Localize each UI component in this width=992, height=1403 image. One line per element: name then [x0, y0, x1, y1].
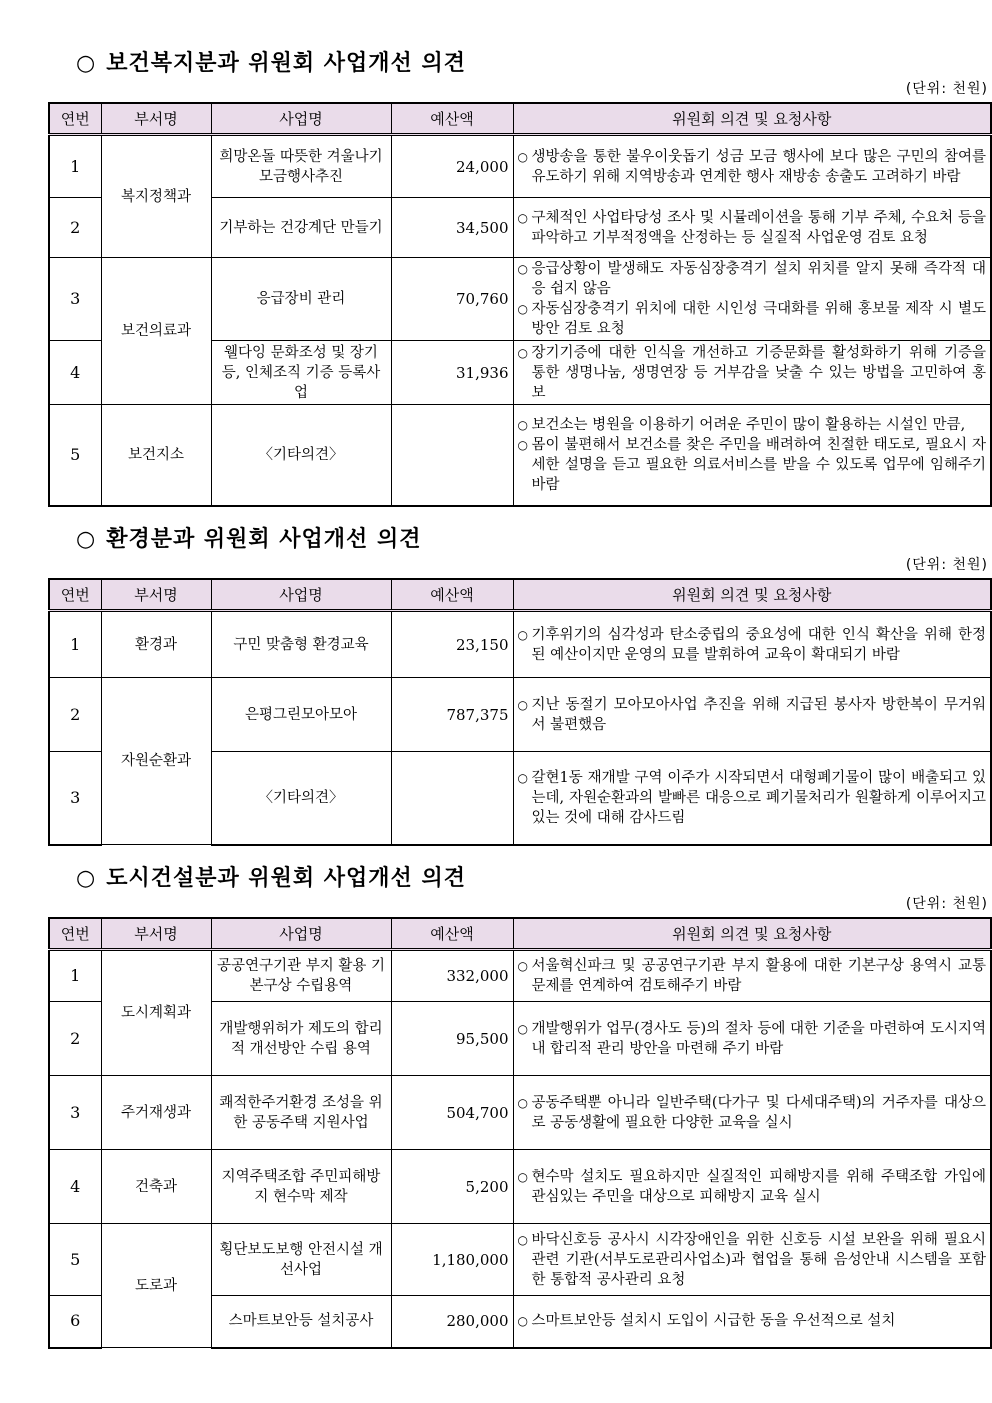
opinion-item: ○ 생방송을 통한 불우이웃돕기 성금 모금 행사에 보다 많은 구민의 참여를 유도하기 위해 지역방송과 연계한 행사 재방송 송출도 고려하기 바람: [518, 147, 987, 187]
row-project: 구민 맞춤형 환경교육: [211, 611, 391, 678]
row-budget: 787,375: [391, 678, 513, 752]
row-no: 2: [49, 678, 101, 752]
circle-bullet-icon: ○: [76, 51, 97, 76]
row-dept: 환경과: [101, 611, 211, 678]
row-dept: 도로과: [101, 1224, 211, 1348]
row-dept: 복지정책과: [101, 135, 211, 258]
opinion-item: ○ 갈현1동 재개발 구역 이주가 시작되면서 대형폐기물이 많이 배출되고 있는데, 자원순환과의 발빠른 대응으로 폐기물처리가 원활하게 이루어지고 있는 것에 대해 감사드림: [518, 768, 987, 828]
unit-label: (단위: 천원): [905, 81, 988, 97]
row-opinion: [513, 1296, 991, 1348]
header-project: 사업명: [211, 918, 391, 950]
opinion-item: ○ 구체적인 사업타당성 조사 및 시뮬레이션을 통해 기부 주체, 수요처 등을 파악하고 기부적정액을 산정하는 등 실질적 사업운영 검토 요청: [518, 208, 987, 248]
row-project: 횡단보도보행 안전시설 개선사업: [211, 1224, 391, 1296]
row-opinion: [513, 1224, 991, 1296]
row-opinion: [513, 341, 991, 405]
row-no: 3: [49, 752, 101, 845]
row-project: 웰다잉 문화조성 및 장기등, 인체조직 기증 등록사업: [211, 341, 391, 405]
row-opinion: [513, 258, 991, 341]
row-project: 기부하는 건강계단 만들기: [211, 198, 391, 258]
header-dept: 부서명: [101, 918, 211, 950]
table-header-row: [49, 579, 991, 611]
row-no: 3: [49, 258, 101, 341]
row-budget: [391, 405, 513, 506]
header-dept: 부서명: [101, 103, 211, 135]
row-no: 1: [49, 950, 101, 1002]
row-no: 3: [49, 1076, 101, 1150]
header-opinion: 위원회 의견 및 요청사항: [513, 103, 991, 135]
row-no: 1: [49, 135, 101, 198]
header-no: 연번: [49, 103, 101, 135]
table-row: [49, 135, 991, 198]
row-dept: 자원순환과: [101, 678, 211, 845]
header-no: 연번: [49, 579, 101, 611]
row-dept: 보건의료과: [101, 258, 211, 405]
row-project: 개발행위허가 제도의 합리적 개선방안 수립 용역: [211, 1002, 391, 1076]
header-project: 사업명: [211, 103, 391, 135]
row-opinion: [513, 1002, 991, 1076]
table-row: [49, 611, 991, 678]
row-budget: 332,000: [391, 950, 513, 1002]
row-dept: 건축과: [101, 1150, 211, 1224]
opinion-item: ○ 현수막 설치도 필요하지만 실질적인 피해방지를 위해 주택조합 가입에 관심있는 주민을 대상으로 피해방지 교육 실시: [518, 1167, 987, 1207]
row-project: 쾌적한주거환경 조성을 위한 공동주택 지원사업: [211, 1076, 391, 1150]
section-title-text: 환경분과 위원회 사업개선 의견: [106, 527, 422, 552]
opinion-item: ○ 몸이 불편해서 보건소를 찾은 주민을 배려하여 친절한 태도로, 필요시 자세한 설명을 듣고 필요한 의료서비스를 받을 수 있도록 업무에 임해주기 바람: [518, 435, 987, 495]
row-opinion: [513, 678, 991, 752]
section-title: [76, 861, 466, 892]
circle-bullet-icon: ○: [76, 866, 97, 891]
table-row: [49, 950, 991, 1002]
row-opinion: [513, 1076, 991, 1150]
row-budget: 1,180,000: [391, 1224, 513, 1296]
row-opinion: [513, 1150, 991, 1224]
section-title: [76, 522, 421, 553]
header-budget: 예산액: [391, 579, 513, 611]
row-no: 6: [49, 1296, 101, 1348]
table-row: [49, 1224, 991, 1296]
section-title: [76, 46, 466, 77]
section-title-text: 도시건설분과 위원회 사업개선 의견: [106, 866, 466, 891]
row-no: 2: [49, 1002, 101, 1076]
row-budget: 31,936: [391, 341, 513, 405]
unit-label: (단위: 천원): [905, 896, 988, 912]
row-project: 응급장비 관리: [211, 258, 391, 341]
table-row: [49, 405, 991, 506]
row-dept: 보건지소: [101, 405, 211, 506]
opinion-item: ○ 응급상황이 발생해도 자동심장충격기 설치 위치를 알지 못해 즉각적 대응 쉽지 않음: [518, 259, 987, 299]
table-header-row: [49, 918, 991, 950]
opinion-item: ○ 스마트보안등 설치시 도입이 시급한 동을 우선적으로 설치: [518, 1311, 987, 1331]
section-title-text: 보건복지분과 위원회 사업개선 의견: [106, 51, 466, 76]
row-project: 〈기타의견〉: [211, 405, 391, 506]
header-opinion: 위원회 의견 및 요청사항: [513, 579, 991, 611]
header-budget: 예산액: [391, 103, 513, 135]
row-opinion: [513, 611, 991, 678]
row-project: 은평그린모아모아: [211, 678, 391, 752]
header-opinion: 위원회 의견 및 요청사항: [513, 918, 991, 950]
row-no: 5: [49, 1224, 101, 1296]
row-project: 공공연구기관 부지 활용 기본구상 수립용역: [211, 950, 391, 1002]
header-project: 사업명: [211, 579, 391, 611]
header-dept: 부서명: [101, 579, 211, 611]
header-no: 연번: [49, 918, 101, 950]
row-opinion: [513, 405, 991, 506]
table-row: [49, 258, 991, 341]
row-project: 스마트보안등 설치공사: [211, 1296, 391, 1348]
row-budget: 504,700: [391, 1076, 513, 1150]
row-opinion: [513, 752, 991, 845]
opinion-table: [48, 917, 992, 1349]
opinion-table: [48, 102, 992, 507]
row-no: 5: [49, 405, 101, 506]
row-budget: 34,500: [391, 198, 513, 258]
row-no: 2: [49, 198, 101, 258]
opinion-item: ○ 기후위기의 심각성과 탄소중립의 중요성에 대한 인식 확산을 위해 한정된 예산이지만 운영의 묘를 발휘하여 교육이 확대되기 바람: [518, 625, 987, 665]
row-budget: 70,760: [391, 258, 513, 341]
table-row: [49, 678, 991, 752]
opinion-item: ○ 개발행위가 업무(경사도 등)의 절차 등에 대한 기준을 마련하여 도시지역 내 합리적 관리 방안을 마련해 주기 바람: [518, 1019, 987, 1059]
opinion-item: ○ 서울혁신파크 및 공공연구기관 부지 활용에 대한 기본구상 용역시 교통문제를 연계하여 검토해주기 바람: [518, 956, 987, 996]
row-project: 희망온돌 따뜻한 겨울나기 모금행사추진: [211, 135, 391, 198]
row-budget: 280,000: [391, 1296, 513, 1348]
row-budget: 95,500: [391, 1002, 513, 1076]
header-budget: 예산액: [391, 918, 513, 950]
row-budget: 5,200: [391, 1150, 513, 1224]
table-row: [49, 1150, 991, 1224]
table-row: [49, 1076, 991, 1150]
row-opinion: [513, 198, 991, 258]
row-project: 〈기타의견〉: [211, 752, 391, 845]
row-budget: 24,000: [391, 135, 513, 198]
unit-label: (단위: 천원): [905, 557, 988, 573]
row-opinion: [513, 950, 991, 1002]
row-no: 4: [49, 1150, 101, 1224]
row-dept: 도시계획과: [101, 950, 211, 1076]
row-budget: [391, 752, 513, 845]
table-header-row: [49, 103, 991, 135]
row-opinion: [513, 135, 991, 198]
opinion-item: ○ 장기기증에 대한 인식을 개선하고 기증문화를 활성화하기 위해 기증을 통한 생명나눔, 생명연장 등 거부감을 낮출 수 있는 방법을 고민하여 홍보: [518, 343, 987, 403]
opinion-item: ○ 지난 동절기 모아모아사업 추진을 위해 지급된 봉사자 방한복이 무거워서 불편했음: [518, 695, 987, 735]
row-no: 4: [49, 341, 101, 405]
row-project: 지역주택조합 주민피해방지 현수막 제작: [211, 1150, 391, 1224]
opinion-item: ○ 자동심장충격기 위치에 대한 시인성 극대화를 위해 홍보물 제작 시 별도 방안 검토 요청: [518, 299, 987, 339]
row-budget: 23,150: [391, 611, 513, 678]
row-dept: 주거재생과: [101, 1076, 211, 1150]
opinion-item: ○ 공동주택뿐 아니라 일반주택(다가구 및 다세대주택)의 거주자를 대상으로 공동생활에 필요한 다양한 교육을 실시: [518, 1093, 987, 1133]
row-no: 1: [49, 611, 101, 678]
opinion-item: ○ 바닥신호등 공사시 시각장애인을 위한 신호등 시설 보완을 위해 필요시 관련 기관(서부도로관리사업소)과 협업을 통해 음성안내 시스템을 포함한 통합적 공사관리 요청: [518, 1230, 987, 1290]
opinion-table: [48, 578, 992, 846]
circle-bullet-icon: ○: [76, 527, 97, 552]
opinion-item: ○ 보건소는 병원을 이용하기 어려운 주민이 많이 활용하는 시설인 만큼,: [518, 415, 987, 435]
